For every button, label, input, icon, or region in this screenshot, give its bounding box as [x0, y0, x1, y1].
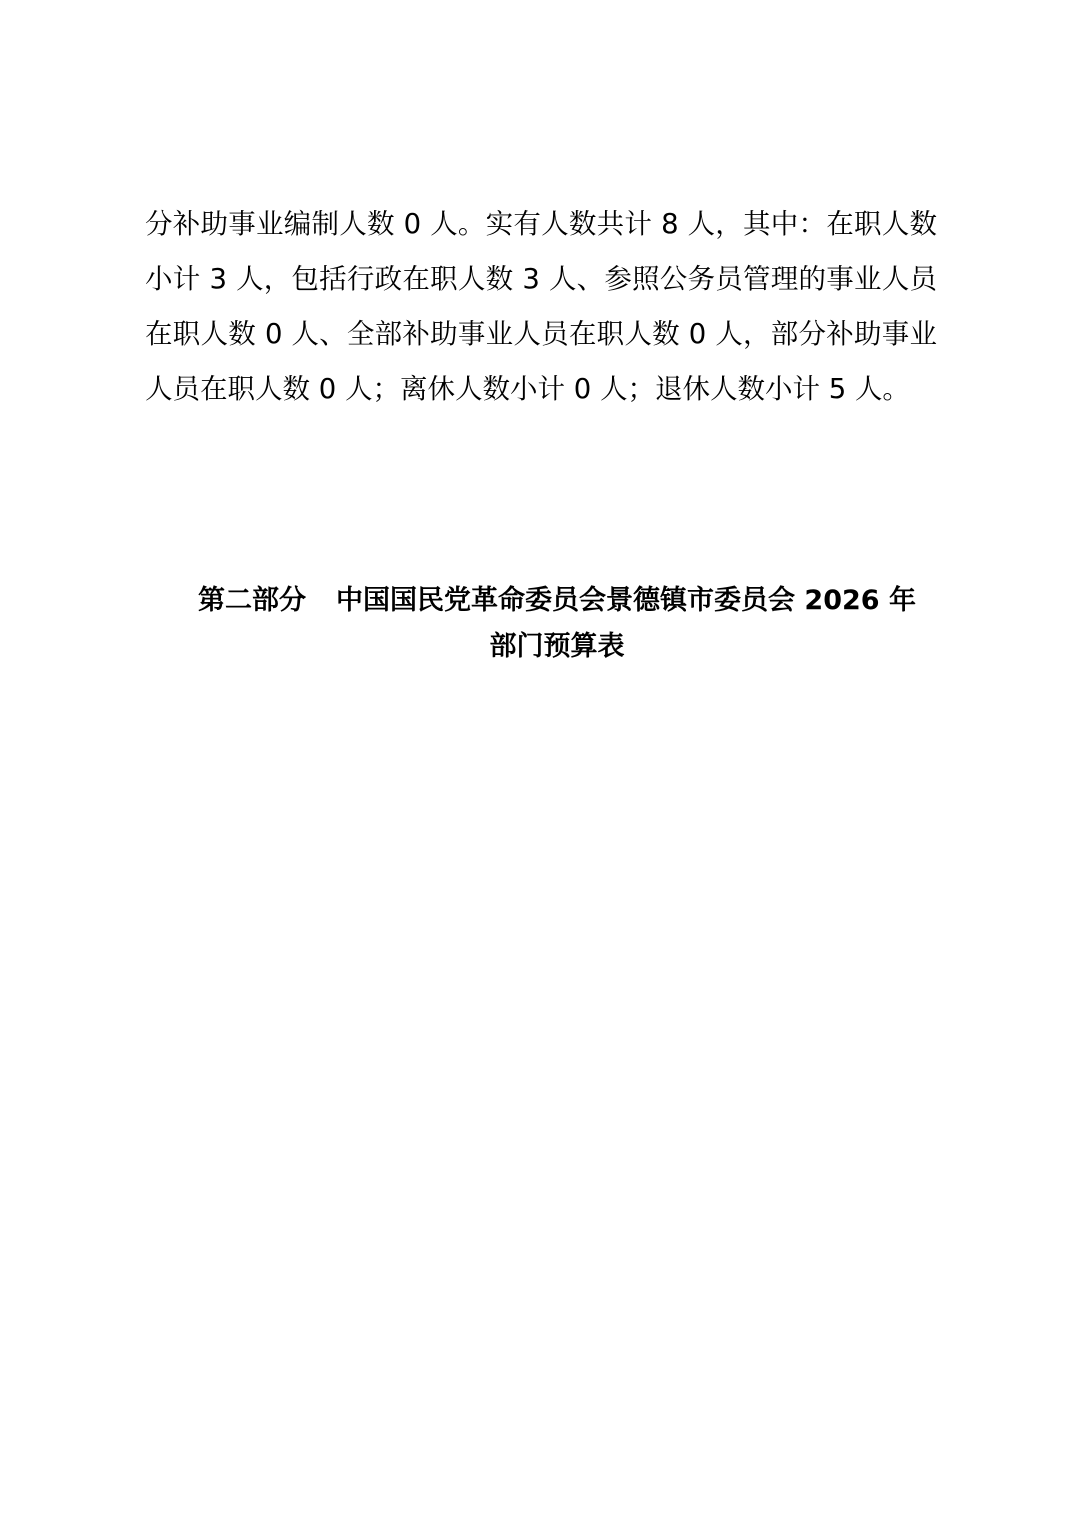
heading-line-1	[150, 578, 964, 624]
heading-title-line2: 部门预算表	[489, 631, 625, 662]
part-label: 第二部分	[198, 585, 307, 616]
section-heading	[150, 578, 964, 670]
personnel-paragraph: 分补助事业编制人数 0 人。实有人数共计 8 人，其中：在职人数小计 3 人，包括行政在职人数 3 人、参照公务员管理的事业人员在职人数 0 人、全部补助事业人员在职人数 0 人，部分补助事业人员在职人数 0 人；离休人数小计 0 人；退休人数小计 5 人。	[145, 208, 937, 405]
heading-title-line1: 中国国民党革命委员会景德镇市委员会 2026 年	[336, 585, 916, 616]
